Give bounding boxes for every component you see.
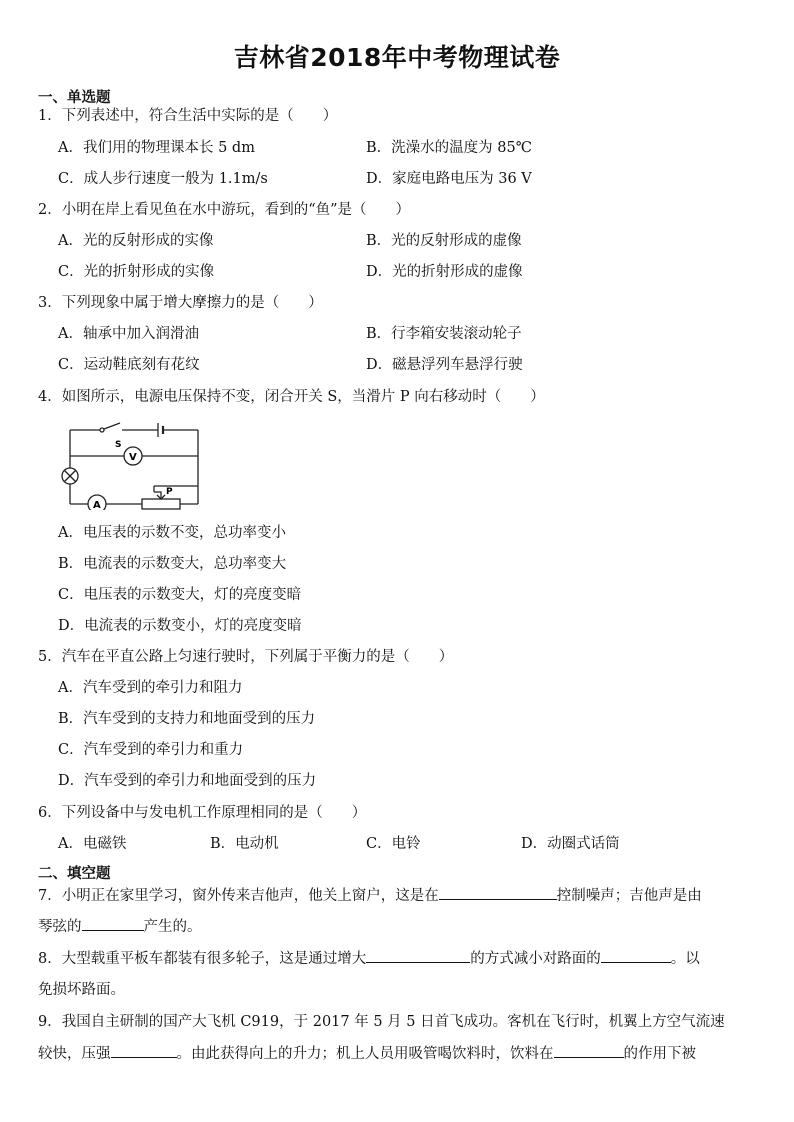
question-7-blank-1 <box>439 885 557 900</box>
question-9-line-2 <box>38 1043 696 1064</box>
question-4-stem: 4．如图所示，电源电压保持不变，闭合开关 S，当滑片 P 向右移动时（ ） <box>38 389 545 405</box>
question-4-option-a: A．电压表的示数不变，总功率变小 <box>58 525 286 541</box>
question-6-stem: 6．下列设备中与发电机工作原理相同的是（ ） <box>38 805 367 821</box>
circuit-label-switch: S <box>115 440 122 450</box>
question-3-option-a: A．轴承中加入润滑油 <box>58 326 199 342</box>
question-7-blank-2 <box>82 916 144 931</box>
question-9-text-2: 较快，压强 <box>38 1046 111 1062</box>
question-1-option-a: A．我们用的物理课本长 5 dm <box>58 140 255 156</box>
circuit-label-voltmeter: V <box>129 452 137 463</box>
question-4-option-d: D．电流表的示数变小，灯的亮度变暗 <box>58 618 302 634</box>
question-3-option-b: B．行李箱安装滚动轮子 <box>366 326 522 342</box>
question-6-option-b: B．电动机 <box>210 836 279 852</box>
section-heading-fill-blank: 二、填空题 <box>38 866 111 882</box>
question-1-option-d: D．家庭电路电压为 36 V <box>366 171 532 187</box>
question-7-text-3: 琴弦的 <box>38 919 82 935</box>
question-9-text-1: 9．我国自主研制的国产大飞机 C919，于 2017 年 5 月 5 日首飞成功。客机在飞行时，机翼上方空气流速 <box>38 1014 725 1030</box>
question-7-text-1: 7．小明正在家里学习，窗外传来吉他声，他关上窗户，这是在 <box>38 888 439 904</box>
question-8-blank-2 <box>601 948 671 963</box>
circuit-label-slider: P <box>166 487 173 497</box>
question-7-text-2: 控制噪声；吉他声是由 <box>556 888 702 904</box>
question-2-stem: 2．小明在岸上看见鱼在水中游玩，看到的“鱼”是（ ） <box>38 202 411 218</box>
question-7-line-2 <box>38 916 202 937</box>
question-8-text-4: 免损坏路面。 <box>38 982 125 998</box>
question-9-text-4: 的作用下被 <box>623 1046 696 1062</box>
question-7-text-4: 产生的。 <box>143 919 202 935</box>
question-9-line-1 <box>38 1012 725 1032</box>
question-1-option-c: C．成人步行速度一般为 1.1m/s <box>58 171 268 187</box>
question-2-option-b: B．光的反射形成的虚像 <box>366 233 522 249</box>
question-5-option-a: A．汽车受到的牵引力和阻力 <box>58 680 243 696</box>
question-4-option-c: C．电压表的示数变大，灯的亮度变暗 <box>58 587 302 603</box>
question-7-line-1 <box>38 885 702 906</box>
question-8-text-3: 。以 <box>670 951 700 967</box>
question-6-option-c: C．电铃 <box>366 836 421 852</box>
question-4-option-b: B．电流表的示数变大，总功率变大 <box>58 556 287 572</box>
question-5-stem: 5．汽车在平直公路上匀速行驶时，下列属于平衡力的是（ ） <box>38 649 454 665</box>
question-2-option-c: C．光的折射形成的实像 <box>58 264 215 280</box>
question-5-option-d: D．汽车受到的牵引力和地面受到的压力 <box>58 773 317 789</box>
question-8-line-2 <box>38 980 125 1000</box>
page-title: 吉林省2018年中考物理试卷 <box>233 43 561 72</box>
question-3-option-d: D．磁悬浮列车悬浮行驶 <box>366 357 523 373</box>
question-1-option-b: B．洗澡水的温度为 85℃ <box>366 140 532 156</box>
question-8-text-2: 的方式减小对路面的 <box>470 951 601 967</box>
question-9-blank-1 <box>111 1043 177 1058</box>
question-6-option-a: A．电磁铁 <box>58 836 127 852</box>
question-5-option-b: B．汽车受到的支持力和地面受到的压力 <box>58 711 316 727</box>
question-8-line-1 <box>38 948 700 969</box>
question-9-blank-2 <box>554 1043 624 1058</box>
circuit-diagram <box>58 420 208 510</box>
question-8-text-1: 8．大型载重平板车都装有很多轮子，这是通过增大 <box>38 951 367 967</box>
question-6-option-d: D．动圈式话筒 <box>521 836 620 852</box>
question-2-option-d: D．光的折射形成的虚像 <box>366 264 523 280</box>
question-1-stem: 1．下列表述中，符合生活中实际的是（ ） <box>38 108 338 124</box>
question-3-stem: 3．下列现象中属于增大摩擦力的是（ ） <box>38 295 323 311</box>
question-3-option-c: C．运动鞋底刻有花纹 <box>58 357 200 373</box>
question-5-option-c: C．汽车受到的牵引力和重力 <box>58 742 244 758</box>
question-8-blank-1 <box>366 948 470 963</box>
question-2-option-a: A．光的反射形成的实像 <box>58 233 214 249</box>
section-heading-single-choice: 一、单选题 <box>38 90 111 106</box>
circuit-label-ammeter: A <box>93 500 101 510</box>
question-9-text-3: 。由此获得向上的升力；机上人员用吸管喝饮料时，饮料在 <box>176 1046 554 1062</box>
